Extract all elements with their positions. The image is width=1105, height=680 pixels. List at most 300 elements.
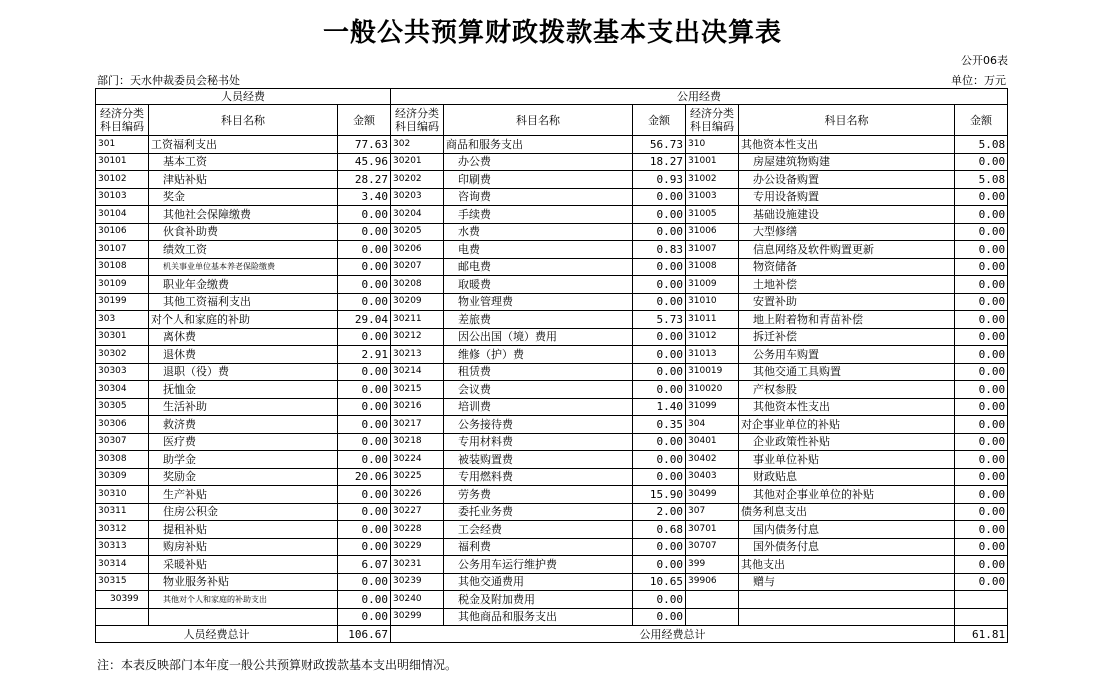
code-cell: 30315 [96, 573, 149, 591]
table-row [96, 521, 1008, 539]
code-cell: 30303 [96, 363, 149, 381]
name-cell: 其他对个人和家庭的补助支出 [149, 591, 338, 609]
name-cell: 手续费 [444, 206, 633, 224]
name-cell: 职业年金缴费 [149, 276, 338, 294]
code-cell: 30208 [391, 276, 444, 294]
column-header-code: 经济分类科目编码 [391, 105, 444, 136]
table-row [96, 258, 1008, 276]
name-cell: 产权参股 [739, 381, 955, 399]
amount-cell: 0.00 [955, 276, 1008, 294]
name-cell: 拆迁补偿 [739, 328, 955, 346]
table-row [96, 136, 1008, 154]
amount-cell: 0.00 [955, 503, 1008, 521]
amount-cell: 18.27 [633, 153, 686, 171]
table-row [96, 608, 1008, 626]
table-row [96, 328, 1008, 346]
column-header-name: 科目名称 [149, 105, 338, 136]
public-total-label: 公用经费总计 [391, 626, 955, 643]
name-cell: 信息网络及软件购置更新 [739, 241, 955, 259]
name-cell: 物资储备 [739, 258, 955, 276]
column-header-code: 经济分类科目编码 [686, 105, 739, 136]
amount-cell: 0.00 [955, 451, 1008, 469]
amount-cell: 0.00 [338, 381, 391, 399]
page-title: 一般公共预算财政拨款基本支出决算表 [322, 18, 782, 48]
code-cell [686, 591, 739, 609]
code-cell: 307 [686, 503, 739, 521]
name-cell: 对企事业单位的补贴 [739, 416, 955, 434]
table-row [96, 241, 1008, 259]
code-cell: 30106 [96, 223, 149, 241]
code-cell: 30401 [686, 433, 739, 451]
name-cell: 咨询费 [444, 188, 633, 206]
amount-cell: 0.00 [633, 591, 686, 609]
name-cell: 退职（役）费 [149, 363, 338, 381]
department-label: 部门：天水仲裁委员会秘书处 [97, 74, 240, 87]
amount-cell: 0.00 [338, 258, 391, 276]
code-cell: 30399 [96, 591, 149, 609]
name-cell [149, 608, 338, 626]
name-cell: 劳务费 [444, 486, 633, 504]
table-body [96, 136, 1008, 626]
amount-cell: 0.00 [633, 293, 686, 311]
amount-cell: 0.00 [955, 258, 1008, 276]
amount-cell: 10.65 [633, 573, 686, 591]
code-cell: 303 [96, 311, 149, 329]
code-cell: 301 [96, 136, 149, 154]
code-cell: 31009 [686, 276, 739, 294]
code-cell: 30231 [391, 556, 444, 574]
code-cell: 30205 [391, 223, 444, 241]
footnote: 注：本表反映部门本年度一般公共预算财政拨款基本支出明细情况。 [97, 658, 458, 672]
amount-cell: 0.00 [955, 556, 1008, 574]
code-cell: 30313 [96, 538, 149, 556]
code-cell: 31008 [686, 258, 739, 276]
code-cell: 31003 [686, 188, 739, 206]
code-cell: 39906 [686, 573, 739, 591]
amount-cell: 0.00 [955, 328, 1008, 346]
table-row [96, 276, 1008, 294]
column-header-name: 科目名称 [444, 105, 633, 136]
code-cell: 30311 [96, 503, 149, 521]
amount-cell: 0.00 [633, 451, 686, 469]
code-cell: 30215 [391, 381, 444, 399]
amount-cell: 0.00 [633, 328, 686, 346]
column-header-name: 科目名称 [739, 105, 955, 136]
name-cell: 事业单位补贴 [739, 451, 955, 469]
name-cell: 培训费 [444, 398, 633, 416]
code-cell: 310 [686, 136, 739, 154]
amount-cell: 0.00 [955, 363, 1008, 381]
amount-cell: 0.00 [338, 223, 391, 241]
amount-cell: 15.90 [633, 486, 686, 504]
code-cell: 30214 [391, 363, 444, 381]
name-cell: 医疗费 [149, 433, 338, 451]
name-cell: 生活补助 [149, 398, 338, 416]
code-cell: 302 [391, 136, 444, 154]
code-cell: 30305 [96, 398, 149, 416]
amount-cell: 0.00 [338, 363, 391, 381]
name-cell: 邮电费 [444, 258, 633, 276]
code-cell: 30309 [96, 468, 149, 486]
code-cell: 30101 [96, 153, 149, 171]
name-cell: 公务用车购置 [739, 346, 955, 364]
amount-cell: 0.00 [633, 608, 686, 626]
code-cell: 30403 [686, 468, 739, 486]
code-cell: 30212 [391, 328, 444, 346]
name-cell: 被装购置费 [444, 451, 633, 469]
expenditure-table [95, 88, 1008, 643]
amount-cell: 0.00 [633, 363, 686, 381]
name-cell: 水费 [444, 223, 633, 241]
name-cell: 其他工资福利支出 [149, 293, 338, 311]
code-cell: 30109 [96, 276, 149, 294]
table-row [96, 398, 1008, 416]
name-cell: 土地补偿 [739, 276, 955, 294]
table-row [96, 153, 1008, 171]
amount-cell: 0.00 [633, 433, 686, 451]
amount-cell: 56.73 [633, 136, 686, 154]
name-cell: 津贴补贴 [149, 171, 338, 189]
code-cell: 30299 [391, 608, 444, 626]
amount-cell: 0.00 [633, 346, 686, 364]
code-cell: 30402 [686, 451, 739, 469]
amount-cell: 0.00 [338, 433, 391, 451]
column-header-amount: 金额 [338, 105, 391, 136]
name-cell: 住房公积金 [149, 503, 338, 521]
code-cell: 30310 [96, 486, 149, 504]
code-cell: 30312 [96, 521, 149, 539]
name-cell: 基础设施建设 [739, 206, 955, 224]
code-cell: 31001 [686, 153, 739, 171]
code-cell: 30307 [96, 433, 149, 451]
code-cell: 30211 [391, 311, 444, 329]
name-cell: 专用材料费 [444, 433, 633, 451]
name-cell: 专用燃料费 [444, 468, 633, 486]
amount-cell: 0.00 [955, 188, 1008, 206]
code-cell: 30228 [391, 521, 444, 539]
amount-cell: 5.08 [955, 136, 1008, 154]
group-header-public: 公用经费 [391, 89, 1008, 105]
amount-cell: 0.00 [338, 608, 391, 626]
amount-cell: 0.00 [633, 556, 686, 574]
code-cell: 31007 [686, 241, 739, 259]
table-row [96, 486, 1008, 504]
amount-cell: 0.00 [955, 311, 1008, 329]
code-cell: 30213 [391, 346, 444, 364]
amount-cell: 0.00 [955, 398, 1008, 416]
amount-cell: 0.35 [633, 416, 686, 434]
code-cell: 30226 [391, 486, 444, 504]
public-total-value: 61.81 [955, 626, 1008, 643]
amount-cell: 0.00 [955, 573, 1008, 591]
name-cell: 财政贴息 [739, 468, 955, 486]
table-row [96, 363, 1008, 381]
name-cell: 办公设备购置 [739, 171, 955, 189]
name-cell: 公务接待费 [444, 416, 633, 434]
table-row [96, 468, 1008, 486]
name-cell: 福利费 [444, 538, 633, 556]
amount-cell: 0.00 [338, 206, 391, 224]
amount-cell: 29.04 [338, 311, 391, 329]
code-cell: 30308 [96, 451, 149, 469]
table-row [96, 433, 1008, 451]
amount-cell: 0.00 [338, 451, 391, 469]
code-cell: 310020 [686, 381, 739, 399]
amount-cell: 1.40 [633, 398, 686, 416]
name-cell: 其他对企事业单位的补贴 [739, 486, 955, 504]
table-row [96, 381, 1008, 399]
amount-cell: 77.63 [338, 136, 391, 154]
name-cell: 其他社会保障缴费 [149, 206, 338, 224]
name-cell: 税金及附加费用 [444, 591, 633, 609]
amount-cell: 0.00 [633, 381, 686, 399]
name-cell: 救济费 [149, 416, 338, 434]
name-cell: 伙食补助费 [149, 223, 338, 241]
amount-cell: 0.00 [955, 153, 1008, 171]
name-cell: 抚恤金 [149, 381, 338, 399]
column-header-row [96, 105, 1008, 136]
amount-cell: 0.00 [338, 573, 391, 591]
amount-cell: 0.00 [955, 223, 1008, 241]
name-cell: 赠与 [739, 573, 955, 591]
code-cell: 30225 [391, 468, 444, 486]
code-cell: 399 [686, 556, 739, 574]
table-row [96, 556, 1008, 574]
name-cell: 公务用车运行维护费 [444, 556, 633, 574]
name-cell: 房屋建筑物购建 [739, 153, 955, 171]
name-cell: 物业管理费 [444, 293, 633, 311]
amount-cell: 0.00 [338, 521, 391, 539]
code-cell: 31005 [686, 206, 739, 224]
code-cell: 30103 [96, 188, 149, 206]
name-cell: 企业政策性补贴 [739, 433, 955, 451]
code-cell: 31099 [686, 398, 739, 416]
group-header-row [96, 89, 1008, 105]
code-cell: 31012 [686, 328, 739, 346]
name-cell: 国外债务付息 [739, 538, 955, 556]
code-cell: 30202 [391, 171, 444, 189]
amount-cell: 2.91 [338, 346, 391, 364]
name-cell: 奖励金 [149, 468, 338, 486]
name-cell: 电费 [444, 241, 633, 259]
table-row [96, 293, 1008, 311]
name-cell: 基本工资 [149, 153, 338, 171]
code-cell: 30707 [686, 538, 739, 556]
code-cell: 30701 [686, 521, 739, 539]
name-cell: 差旅费 [444, 311, 633, 329]
code-cell: 31006 [686, 223, 739, 241]
code-cell: 30206 [391, 241, 444, 259]
personnel-total-label: 人员经费总计 [96, 626, 338, 643]
table-row [96, 223, 1008, 241]
table-row [96, 311, 1008, 329]
amount-cell: 5.08 [955, 171, 1008, 189]
table-row [96, 451, 1008, 469]
amount-cell: 0.00 [338, 591, 391, 609]
amount-cell: 0.00 [338, 486, 391, 504]
name-cell: 物业服务补贴 [149, 573, 338, 591]
amount-cell: 20.06 [338, 468, 391, 486]
code-cell: 30224 [391, 451, 444, 469]
name-cell: 专用设备购置 [739, 188, 955, 206]
amount-cell: 6.07 [338, 556, 391, 574]
name-cell: 其他支出 [739, 556, 955, 574]
name-cell: 其他商品和服务支出 [444, 608, 633, 626]
name-cell: 办公费 [444, 153, 633, 171]
amount-cell: 28.27 [338, 171, 391, 189]
amount-cell: 0.00 [338, 276, 391, 294]
name-cell: 取暖费 [444, 276, 633, 294]
code-cell: 30201 [391, 153, 444, 171]
name-cell: 租赁费 [444, 363, 633, 381]
column-header-code: 经济分类科目编码 [96, 105, 149, 136]
amount-cell: 0.00 [955, 381, 1008, 399]
amount-cell: 0.00 [338, 503, 391, 521]
name-cell: 维修（护）费 [444, 346, 633, 364]
amount-cell: 5.73 [633, 311, 686, 329]
code-cell: 31013 [686, 346, 739, 364]
code-cell: 30107 [96, 241, 149, 259]
amount-cell: 0.00 [955, 486, 1008, 504]
name-cell: 印刷费 [444, 171, 633, 189]
code-cell: 30314 [96, 556, 149, 574]
amount-cell: 0.00 [338, 416, 391, 434]
name-cell: 因公出国（境）费用 [444, 328, 633, 346]
code-cell: 30216 [391, 398, 444, 416]
code-cell: 30304 [96, 381, 149, 399]
table-row [96, 591, 1008, 609]
code-cell: 30306 [96, 416, 149, 434]
amount-cell: 3.40 [338, 188, 391, 206]
amount-cell: 0.83 [633, 241, 686, 259]
code-cell: 30207 [391, 258, 444, 276]
table-row [96, 573, 1008, 591]
amount-cell: 0.00 [955, 293, 1008, 311]
table-row [96, 538, 1008, 556]
name-cell: 生产补贴 [149, 486, 338, 504]
code-cell: 30227 [391, 503, 444, 521]
table-row [96, 346, 1008, 364]
amount-cell: 0.00 [955, 468, 1008, 486]
name-cell: 采暖补贴 [149, 556, 338, 574]
amount-cell: 0.00 [955, 521, 1008, 539]
amount-cell: 0.00 [633, 538, 686, 556]
column-header-amount: 金额 [955, 105, 1008, 136]
name-cell: 离休费 [149, 328, 338, 346]
amount-cell: 45.96 [338, 153, 391, 171]
amount-cell: 0.00 [338, 241, 391, 259]
name-cell: 其他资本性支出 [739, 136, 955, 154]
code-cell: 31011 [686, 311, 739, 329]
name-cell [739, 608, 955, 626]
code-cell: 30218 [391, 433, 444, 451]
table-row [96, 416, 1008, 434]
name-cell: 提租补贴 [149, 521, 338, 539]
code-cell [686, 608, 739, 626]
name-cell: 工会经费 [444, 521, 633, 539]
totals-row [96, 626, 1008, 643]
amount-cell: 0.00 [955, 416, 1008, 434]
code-cell: 30302 [96, 346, 149, 364]
name-cell: 其他交通工具购置 [739, 363, 955, 381]
amount-cell: 0.00 [338, 293, 391, 311]
table-row [96, 171, 1008, 189]
code-cell: 30229 [391, 538, 444, 556]
amount-cell: 0.00 [338, 398, 391, 416]
amount-cell: 0.00 [633, 468, 686, 486]
name-cell: 奖金 [149, 188, 338, 206]
table-row [96, 206, 1008, 224]
name-cell: 绩效工资 [149, 241, 338, 259]
code-cell: 30217 [391, 416, 444, 434]
code-cell: 30240 [391, 591, 444, 609]
amount-cell: 0.00 [955, 206, 1008, 224]
name-cell: 对个人和家庭的补助 [149, 311, 338, 329]
name-cell: 大型修缮 [739, 223, 955, 241]
name-cell [739, 591, 955, 609]
name-cell: 工资福利支出 [149, 136, 338, 154]
amount-cell: 0.00 [633, 206, 686, 224]
name-cell: 委托业务费 [444, 503, 633, 521]
column-header-amount: 金额 [633, 105, 686, 136]
name-cell: 国内债务付息 [739, 521, 955, 539]
name-cell: 助学金 [149, 451, 338, 469]
name-cell: 退休费 [149, 346, 338, 364]
code-cell [96, 608, 149, 626]
code-cell: 30204 [391, 206, 444, 224]
code-cell: 30239 [391, 573, 444, 591]
code-cell: 31010 [686, 293, 739, 311]
unit-label: 单位：万元 [951, 74, 1006, 87]
table-row [96, 188, 1008, 206]
amount-cell: 0.00 [955, 433, 1008, 451]
amount-cell: 2.00 [633, 503, 686, 521]
name-cell: 其他交通费用 [444, 573, 633, 591]
amount-cell: 0.00 [633, 276, 686, 294]
name-cell: 会议费 [444, 381, 633, 399]
amount-cell: 0.00 [338, 538, 391, 556]
amount-cell: 0.00 [955, 241, 1008, 259]
amount-cell [955, 591, 1008, 609]
name-cell: 债务利息支出 [739, 503, 955, 521]
code-cell: 310019 [686, 363, 739, 381]
code-cell: 31002 [686, 171, 739, 189]
amount-cell [955, 608, 1008, 626]
name-cell: 商品和服务支出 [444, 136, 633, 154]
name-cell: 机关事业单位基本养老保险缴费 [149, 258, 338, 276]
name-cell: 购房补贴 [149, 538, 338, 556]
amount-cell: 0.00 [338, 328, 391, 346]
group-header-personnel: 人员经费 [96, 89, 391, 105]
name-cell: 地上附着物和青苗补偿 [739, 311, 955, 329]
code-cell: 30104 [96, 206, 149, 224]
code-cell: 30199 [96, 293, 149, 311]
code-cell: 30108 [96, 258, 149, 276]
name-cell: 其他资本性支出 [739, 398, 955, 416]
amount-cell: 0.00 [633, 258, 686, 276]
amount-cell: 0.93 [633, 171, 686, 189]
code-cell: 30203 [391, 188, 444, 206]
table-row [96, 503, 1008, 521]
amount-cell: 0.00 [955, 538, 1008, 556]
amount-cell: 0.00 [955, 346, 1008, 364]
code-cell: 30499 [686, 486, 739, 504]
amount-cell: 0.00 [633, 188, 686, 206]
name-cell: 安置补助 [739, 293, 955, 311]
form-code: 公开06表 [961, 54, 1008, 67]
personnel-total-value: 106.67 [338, 626, 391, 643]
code-cell: 30301 [96, 328, 149, 346]
